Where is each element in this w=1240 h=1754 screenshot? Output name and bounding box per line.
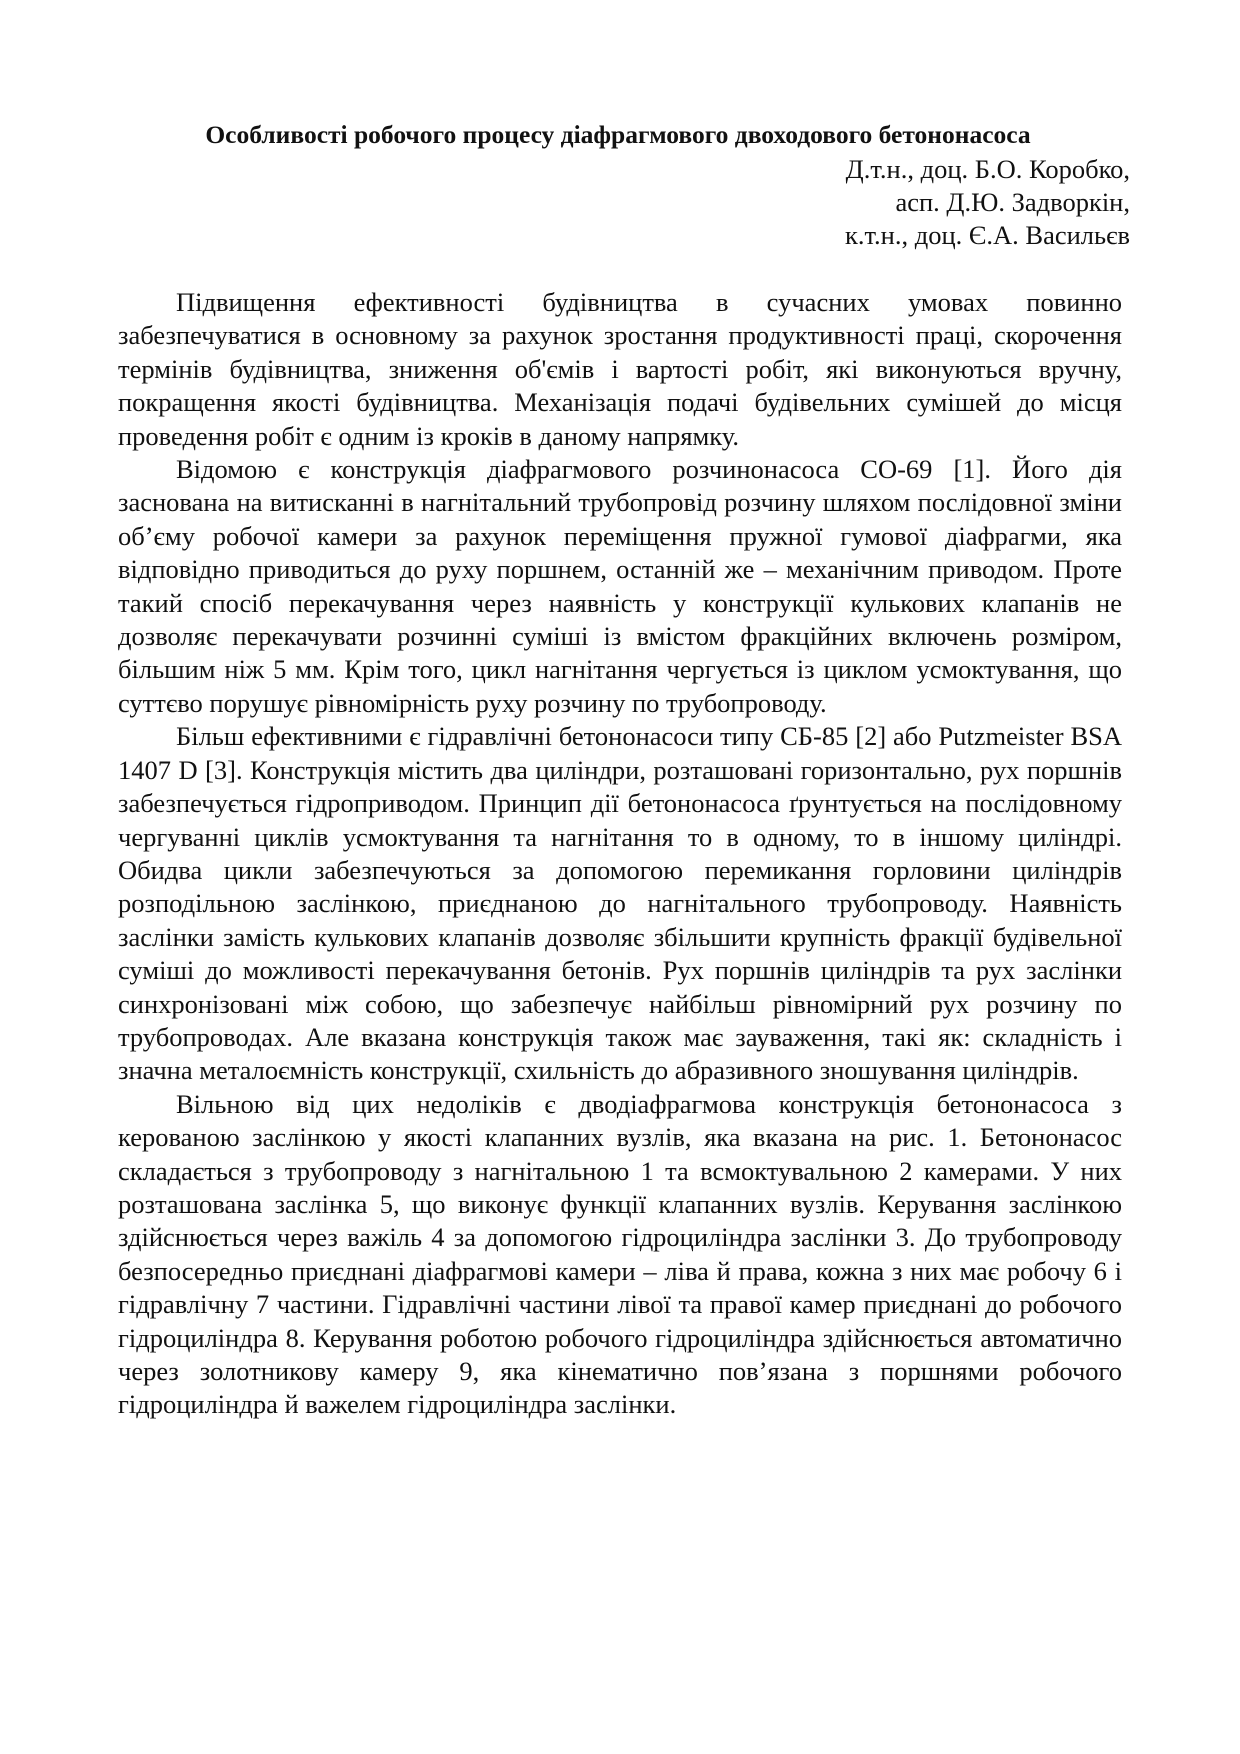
body-paragraph: Підвищення ефективності будівництва в сучасних умовах повинно забезпечуватися в основному за рахунок зростання продуктивності праці, скорочення термінів будівництва, зниження об'ємів і вартості робіт, які виконуються вручну, покращення якості будівництва. Механізація подачі будівельних сумішей до місця проведення робіт є одним із кроків в даному напрямку. xyxy=(118,287,1122,451)
body-paragraph: Відомою є конструкція діафрагмового розчинонасоса СО-69 [1]. Його дія заснована на витисканні в нагнітальний трубопровід розчину шляхом послідовної зміни об’єму робочої камери за рахунок переміщення пружної гумової діафрагми, яка відповідно приводиться до руху поршнем, останній же – механічним приводом. Проте такий спосіб перекачування через наявність у конструкції кулькових клапанів не дозволяє перекачувати розчинні суміші із вмістом фракційних включень розміром, більшим ніж 5 мм. Крім того, цикл нагнітання чергується із циклом усмоктування, що суттєво порушує рівномірність руху розчину по трубопроводу. xyxy=(118,454,1122,718)
author-line: Д.т.н., доц. Б.О. Коробко, xyxy=(845,154,1130,184)
author-block xyxy=(620,153,1130,252)
article-body xyxy=(118,286,1122,1422)
author-line: к.т.н., доц. Є.А. Васильєв xyxy=(844,220,1130,250)
author-line: асп. Д.Ю. Задворкін, xyxy=(895,187,1130,217)
article-title: Особливості робочого процесу діафрагмового двоходового бетононасоса xyxy=(205,120,1031,149)
body-paragraph: Більш ефективними є гідравлічні бетононасоси типу СБ-85 [2] або Putzmeister BSA 1407 D [3]. Конструкція містить два циліндри, розташовані горизонтально, рух поршнів забезпечується гідроприводом. Принцип дії бетононасоса ґрунтується на послідовному чергуванні циклів усмоктування та нагнітання то в одному, то в іншому циліндрі. Обидва цикли забезпечуються за допомогою перемикання горловини циліндрів розподільною заслінкою, приєднаною до нагнітального трубопроводу. Наявність заслінки замість кулькових клапанів дозволяє збільшити крупність фракції будівельної суміші до можливості перекачування бетонів. Рух поршнів циліндрів та рух заслінки синхронізовані між собою, що забезпечує найбільш рівномірний рух розчину по трубопроводах. Але вказана конструкція також має зауваження, такі як: складність і значна металоємність конструкції, схильність до абразивного зношування циліндрів. xyxy=(118,721,1122,1086)
body-paragraph: Вільною від цих недоліків є дводіафрагмова конструкція бетононасоса з керованою заслінкою у якості клапанних вузлів, яка вказана на рис. 1. Бетононасос складається з трубопроводу з нагнітальною 1 та всмоктувальною 2 камерами. У них розташована заслінка 5, що виконує функції клапанних вузлів. Керування заслінкою здійснюється через важіль 4 за допомогою гідроциліндра заслінки 3. До трубопроводу безпосередньо приєднані діафрагмові камери – ліва й права, кожна з них має робочу 6 і гідравлічну 7 частини. Гідравлічні частини лівої та правої камер приєднані до робочого гідроциліндра 8. Керування роботою робочого гідроциліндра здійснюється автоматично через золотникову камеру 9, яка кінематично пов’язана з поршнями робочого гідроциліндра й важелем гідроциліндра заслінки. xyxy=(118,1088,1122,1420)
